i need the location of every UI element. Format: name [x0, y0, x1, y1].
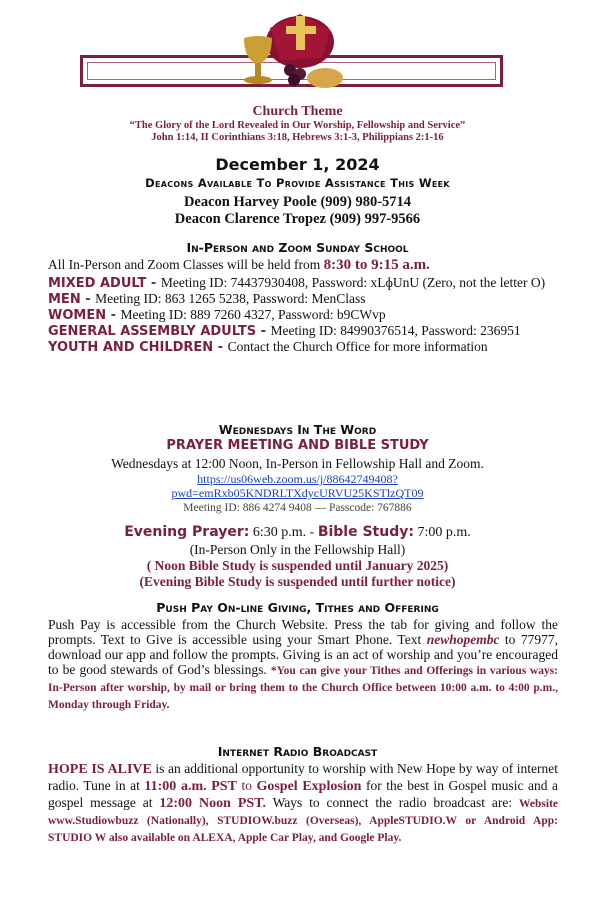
- class-item: YOUTH AND CHILDREN - Contact the Church Office for more information: [48, 339, 488, 355]
- radio-program-name: HOPE IS ALIVE: [48, 762, 152, 777]
- sunday-school-intro: [48, 257, 558, 273]
- zoom-link-block: [0, 472, 595, 500]
- location-note: (In-Person Only in the Fellowship Hall): [189, 542, 406, 557]
- giving-note: *You can give your Tithes and Offerings in various ways: In-Person after worship, by mail or bring them to the Church Office between 10:00 a.m. to 4:00 p.m., Monday through Friday.: [48, 665, 559, 711]
- class-item: WOMEN - Meeting ID: 889 7260 4327, Password: b9CWvp: [48, 307, 386, 323]
- class-item: MIXED ADULT - Meeting ID: 74437930408, Password: xLɸUnU (Zero, not the letter O): [48, 275, 546, 291]
- bulletin-date: December 1, 2024: [215, 155, 380, 174]
- class-label: MEN: [48, 292, 81, 307]
- radio-text-1: is an additional opportunity to worship with New Hope by way of internet radio. Tune in at: [48, 761, 559, 793]
- class-item: GENERAL ASSEMBLY ADULTS - Meeting ID: 84990376514, Password: 236951: [48, 323, 521, 339]
- sunday-school-section: [48, 257, 558, 355]
- communion-emblem: [230, 8, 350, 100]
- class-details: Meeting ID: 889 7260 4327, Password: b9CWvp: [120, 307, 386, 322]
- intro-text: All In-Person and Zoom Classes will be held from: [48, 257, 321, 272]
- giving-text: [48, 617, 558, 713]
- class-label: YOUTH AND CHILDREN: [48, 340, 214, 355]
- class-details: Meeting ID: 74437930408, Password: xLɸUnU (Zero, not the letter O): [160, 275, 546, 290]
- text-keyword: newhopembc: [426, 632, 500, 647]
- wednesday-heading: Wednesdays In The Word: [218, 422, 377, 437]
- giving-text-1: Push Pay is accessible from the Church Website. Press the tab for giving and follow the prompts. Text to Give is accessible using your Smart Phone. Text: [48, 617, 558, 647]
- suspension-notice: ( Noon Bible Study is suspended until January 2025): [146, 558, 449, 573]
- wednesday-line: Wednesdays at 12:00 Noon, In-Person in Fellowship Hall and Zoom.: [111, 456, 484, 471]
- suspension-notice: (Evening Bible Study is suspended until further notice): [139, 574, 456, 589]
- bible-study-time: 7:00 p.m.: [417, 525, 471, 540]
- zoom-link-line2[interactable]: pwd=emRxb05KNDRLTXdycURVU25KSTlzQT09: [171, 486, 424, 500]
- class-details: Meeting ID: 863 1265 5238, Password: MenClass: [95, 291, 366, 306]
- class-time: 8:30 to 9:15 a.m.: [323, 257, 430, 273]
- radio-time-2: 12:00 Noon PST.: [159, 796, 267, 811]
- sunday-school-heading: In-Person and Zoom Sunday School: [186, 240, 409, 255]
- class-label: WOMEN: [48, 308, 107, 323]
- radio-text: [48, 761, 558, 846]
- class-item: MEN - Meeting ID: 863 1265 5238, Password: MenClass: [48, 291, 366, 307]
- radio-ways: Website www.Studiowbuzz (Nationally), STUDIOW.buzz (Overseas), AppleSTUDIO.W or Android App: STUDIO W also available on ALEXA, Apple Car Play, and Google Play.: [48, 798, 559, 844]
- theme-title: Church Theme: [252, 104, 343, 119]
- zoom-meeting-id: Meeting ID: 886 4274 9408 — Passcode: 767886: [183, 502, 412, 514]
- deacons-list: [0, 194, 595, 228]
- class-label: GENERAL ASSEMBLY ADULTS: [48, 324, 257, 339]
- deacon-item: Deacon Harvey Poole (909) 980-5714: [183, 194, 412, 210]
- class-details: Meeting ID: 84990376514, Password: 236951: [270, 323, 521, 338]
- evening-prayer-time: 6:30 p.m.: [252, 525, 307, 540]
- theme-text: [0, 120, 595, 144]
- class-details: Contact the Church Office for more information: [227, 339, 488, 354]
- deacons-heading: Deacons Available To Provide Assistance This Week: [145, 176, 450, 190]
- deacon-item: Deacon Clarence Tropez (909) 997-9566: [174, 211, 421, 227]
- radio-to: to: [241, 778, 252, 793]
- zoom-link-line1[interactable]: https://us06web.zoom.us/j/88642749408?: [197, 472, 398, 486]
- theme-verses: John 1:14, II Corinthians 3:18, Hebrews 3:1-3, Philippians 2:1-16: [151, 132, 444, 143]
- radio-text-2: for the best in Gospel music and a gospel message at: [48, 778, 558, 810]
- radio-text-3: Ways to connect the radio broadcast are:: [272, 795, 513, 810]
- radio-program: Gospel Explosion: [256, 779, 362, 794]
- radio-heading: Internet Radio Broadcast: [217, 744, 378, 759]
- bible-study-label: Bible Study:: [317, 524, 414, 540]
- class-label: MIXED ADULT: [48, 276, 147, 291]
- wednesday-subheading: PRAYER MEETING AND BIBLE STUDY: [166, 438, 429, 453]
- theme-quote: “The Glory of the Lord Revealed in Our Worship, Fellowship and Service”: [129, 120, 466, 131]
- evening-schedule: Evening Prayer: 6:30 p.m. - Bible Study: 7:00 p.m.: [124, 524, 471, 540]
- radio-time-1: 11:00 a.m. PST: [144, 779, 237, 794]
- giving-heading: Push Pay On-line Giving, Tithes and Offering: [156, 600, 439, 615]
- evening-prayer-label: Evening Prayer:: [124, 524, 250, 540]
- giving-text-2: to 77977, download our app and follow the prompts. Giving is an act of worship and you’re encouraged to be good stewards of God’s blessings.: [48, 632, 558, 677]
